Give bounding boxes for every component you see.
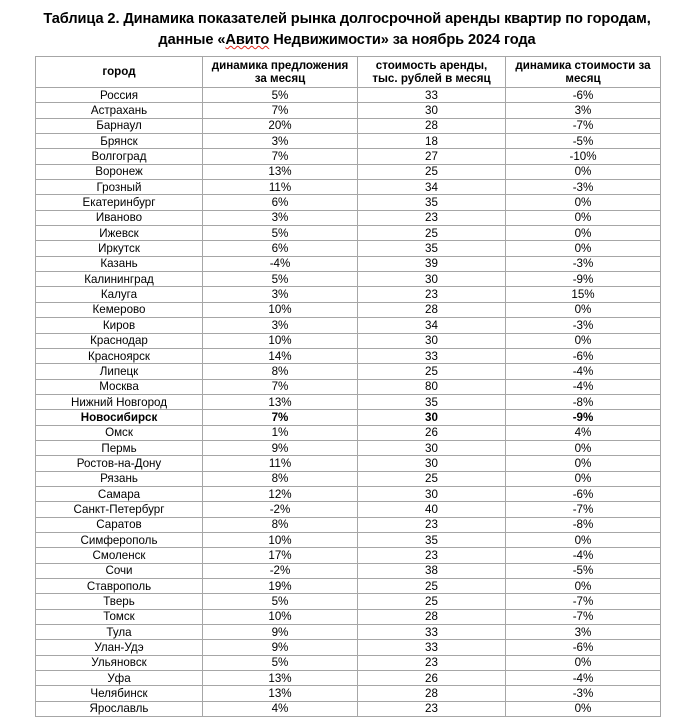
cell-city: Смоленск [36, 548, 203, 563]
table-row [36, 287, 661, 302]
cell-city: Грозный [36, 180, 203, 195]
cell-city: Краснодар [36, 333, 203, 348]
cell-city: Иваново [36, 210, 203, 225]
cell-supply: 6% [203, 195, 358, 210]
cell-supply: 7% [203, 103, 358, 118]
cell-price: 28 [358, 118, 506, 133]
cell-dynamics: -6% [506, 348, 661, 363]
cell-city: Волгоград [36, 149, 203, 164]
cell-dynamics: 0% [506, 333, 661, 348]
cell-supply: 10% [203, 532, 358, 547]
cell-city: Сочи [36, 563, 203, 578]
cell-price: 18 [358, 134, 506, 149]
cell-dynamics: -8% [506, 394, 661, 409]
cell-dynamics: -7% [506, 609, 661, 624]
table-row [36, 134, 661, 149]
cell-dynamics: -4% [506, 671, 661, 686]
cell-price: 35 [358, 532, 506, 547]
table-row [36, 532, 661, 547]
cell-supply: 9% [203, 440, 358, 455]
cell-dynamics: 15% [506, 287, 661, 302]
cell-city: Воронеж [36, 164, 203, 179]
cell-supply: 13% [203, 164, 358, 179]
cell-city: Новосибирск [36, 410, 203, 425]
cell-supply: 20% [203, 118, 358, 133]
cell-price: 39 [358, 256, 506, 271]
table-row [36, 88, 661, 103]
cell-dynamics: -3% [506, 256, 661, 271]
cell-supply: 9% [203, 640, 358, 655]
cell-supply: 8% [203, 517, 358, 532]
table-row [36, 118, 661, 133]
cell-supply: -2% [203, 563, 358, 578]
column-header-dynamics: динамика стоимости за месяц [506, 57, 661, 88]
table-container [35, 56, 660, 717]
table-row [36, 318, 661, 333]
cell-city: Рязань [36, 471, 203, 486]
cell-dynamics: 0% [506, 471, 661, 486]
cell-price: 35 [358, 195, 506, 210]
cell-dynamics: -4% [506, 379, 661, 394]
table-row [36, 548, 661, 563]
column-header-price: стоимость аренды, тыс. рублей в месяц [358, 57, 506, 88]
cell-dynamics: 0% [506, 302, 661, 317]
table-row [36, 563, 661, 578]
table-row [36, 640, 661, 655]
table-row [36, 272, 661, 287]
cell-price: 26 [358, 671, 506, 686]
cell-city: Липецк [36, 364, 203, 379]
cell-city: Москва [36, 379, 203, 394]
cell-supply: 5% [203, 226, 358, 241]
table-row [36, 579, 661, 594]
table-row [36, 149, 661, 164]
table-row [36, 302, 661, 317]
cell-price: 30 [358, 410, 506, 425]
cell-city: Иркутск [36, 241, 203, 256]
cell-dynamics: -5% [506, 563, 661, 578]
cell-dynamics: 3% [506, 625, 661, 640]
table-row [36, 226, 661, 241]
cell-price: 30 [358, 486, 506, 501]
cell-supply: 10% [203, 609, 358, 624]
cell-price: 35 [358, 394, 506, 409]
cell-price: 23 [358, 655, 506, 670]
cell-dynamics: -7% [506, 502, 661, 517]
cell-supply: 13% [203, 671, 358, 686]
cell-dynamics: 4% [506, 425, 661, 440]
cell-city: Ульяновск [36, 655, 203, 670]
cell-price: 80 [358, 379, 506, 394]
table-row [36, 517, 661, 532]
table-row [36, 210, 661, 225]
cell-supply: 7% [203, 410, 358, 425]
cell-dynamics: -10% [506, 149, 661, 164]
cell-price: 40 [358, 502, 506, 517]
cell-supply: 8% [203, 364, 358, 379]
cell-price: 38 [358, 563, 506, 578]
table-row [36, 394, 661, 409]
cell-city: Барнаул [36, 118, 203, 133]
title-text-after: Недвижимости» за ноябрь 2024 года [269, 32, 536, 48]
cell-dynamics: -7% [506, 118, 661, 133]
cell-price: 28 [358, 302, 506, 317]
cell-supply: -4% [203, 256, 358, 271]
table-row [36, 440, 661, 455]
cell-supply: 3% [203, 318, 358, 333]
table-row [36, 456, 661, 471]
cell-city: Красноярск [36, 348, 203, 363]
cell-dynamics: -9% [506, 410, 661, 425]
cell-price: 25 [358, 364, 506, 379]
table-row [36, 379, 661, 394]
table-row [36, 655, 661, 670]
cell-city: Кемерово [36, 302, 203, 317]
cell-price: 23 [358, 210, 506, 225]
cell-supply: 4% [203, 701, 358, 716]
cell-dynamics: -6% [506, 88, 661, 103]
cell-city: Тверь [36, 594, 203, 609]
cell-dynamics: 0% [506, 579, 661, 594]
table-row [36, 625, 661, 640]
table-row [36, 609, 661, 624]
cell-supply: 10% [203, 333, 358, 348]
cell-supply: 10% [203, 302, 358, 317]
cell-city: Челябинск [36, 686, 203, 701]
cell-city: Калуга [36, 287, 203, 302]
cell-city: Пермь [36, 440, 203, 455]
column-header-city: город [36, 57, 203, 88]
cell-city: Киров [36, 318, 203, 333]
cell-price: 23 [358, 517, 506, 532]
cell-city: Симферополь [36, 532, 203, 547]
cell-supply: 14% [203, 348, 358, 363]
table-row [36, 348, 661, 363]
cell-dynamics: -4% [506, 548, 661, 563]
cell-price: 23 [358, 287, 506, 302]
cell-price: 25 [358, 164, 506, 179]
table-header-row [36, 57, 661, 88]
cell-price: 28 [358, 686, 506, 701]
cell-city: Томск [36, 609, 203, 624]
cell-dynamics: -3% [506, 180, 661, 195]
table-row [36, 180, 661, 195]
table-row [36, 333, 661, 348]
cell-city: Саратов [36, 517, 203, 532]
cell-supply: 13% [203, 686, 358, 701]
cell-price: 33 [358, 348, 506, 363]
cell-price: 30 [358, 272, 506, 287]
cell-city: Астрахань [36, 103, 203, 118]
table-row [36, 671, 661, 686]
cell-dynamics: 0% [506, 701, 661, 716]
table-row [36, 594, 661, 609]
cell-price: 26 [358, 425, 506, 440]
cell-price: 30 [358, 333, 506, 348]
cell-dynamics: -5% [506, 134, 661, 149]
cell-price: 25 [358, 594, 506, 609]
cell-supply: 17% [203, 548, 358, 563]
cell-price: 25 [358, 471, 506, 486]
cell-price: 33 [358, 88, 506, 103]
table-row [36, 256, 661, 271]
cell-supply: 3% [203, 134, 358, 149]
page-title [37, 0, 657, 51]
cell-supply: 5% [203, 655, 358, 670]
cell-dynamics: 0% [506, 440, 661, 455]
cell-price: 23 [358, 701, 506, 716]
cell-price: 27 [358, 149, 506, 164]
cell-price: 25 [358, 579, 506, 594]
cell-dynamics: -3% [506, 318, 661, 333]
cell-dynamics: -8% [506, 517, 661, 532]
cell-city: Ставрополь [36, 579, 203, 594]
cell-price: 23 [358, 548, 506, 563]
cell-city: Калининград [36, 272, 203, 287]
cell-supply: 5% [203, 594, 358, 609]
cell-dynamics: 0% [506, 655, 661, 670]
cell-supply: 9% [203, 625, 358, 640]
cell-supply: 11% [203, 180, 358, 195]
rental-market-table [35, 56, 661, 717]
cell-price: 33 [358, 625, 506, 640]
cell-city: Тула [36, 625, 203, 640]
cell-supply: 5% [203, 272, 358, 287]
cell-price: 28 [358, 609, 506, 624]
table-row [36, 410, 661, 425]
cell-city: Нижний Новгород [36, 394, 203, 409]
table-row [36, 686, 661, 701]
cell-city: Казань [36, 256, 203, 271]
spellcheck-word: Авито [225, 32, 270, 48]
cell-price: 35 [358, 241, 506, 256]
cell-supply: 8% [203, 471, 358, 486]
cell-supply: 3% [203, 287, 358, 302]
cell-city: Брянск [36, 134, 203, 149]
cell-city: Уфа [36, 671, 203, 686]
table-row [36, 195, 661, 210]
table-row [36, 471, 661, 486]
cell-city: Самара [36, 486, 203, 501]
cell-dynamics: 3% [506, 103, 661, 118]
cell-city: Санкт-Петербург [36, 502, 203, 517]
cell-dynamics: -7% [506, 594, 661, 609]
table-header [36, 57, 661, 88]
cell-supply: 19% [203, 579, 358, 594]
table-row [36, 164, 661, 179]
cell-supply: 3% [203, 210, 358, 225]
table-row [36, 425, 661, 440]
cell-dynamics: -6% [506, 486, 661, 501]
table-row [36, 701, 661, 716]
cell-price: 30 [358, 456, 506, 471]
cell-dynamics: 0% [506, 241, 661, 256]
cell-supply: 13% [203, 394, 358, 409]
table-row [36, 241, 661, 256]
cell-price: 33 [358, 640, 506, 655]
cell-city: Ростов-на-Дону [36, 456, 203, 471]
cell-city: Россия [36, 88, 203, 103]
cell-dynamics: 0% [506, 456, 661, 471]
table-row [36, 364, 661, 379]
cell-dynamics: 0% [506, 164, 661, 179]
cell-price: 30 [358, 103, 506, 118]
cell-supply: 12% [203, 486, 358, 501]
cell-supply: 7% [203, 379, 358, 394]
cell-supply: 7% [203, 149, 358, 164]
cell-city: Ижевск [36, 226, 203, 241]
column-header-supply: динамика предложения за месяц [203, 57, 358, 88]
table-row [36, 486, 661, 501]
cell-price: 30 [358, 440, 506, 455]
cell-supply: 11% [203, 456, 358, 471]
cell-price: 34 [358, 180, 506, 195]
cell-dynamics: -9% [506, 272, 661, 287]
table-row [36, 103, 661, 118]
cell-city: Ярославль [36, 701, 203, 716]
cell-supply: 1% [203, 425, 358, 440]
table-row [36, 502, 661, 517]
cell-dynamics: -6% [506, 640, 661, 655]
cell-price: 25 [358, 226, 506, 241]
cell-supply: 6% [203, 241, 358, 256]
title-text-before: Таблица 2. Динамика показателей рынка долгосрочной аренды квартир по городам, данные « [43, 11, 651, 48]
cell-price: 34 [358, 318, 506, 333]
cell-city: Улан-Удэ [36, 640, 203, 655]
cell-supply: -2% [203, 502, 358, 517]
cell-city: Екатеринбург [36, 195, 203, 210]
cell-dynamics: 0% [506, 210, 661, 225]
cell-city: Омск [36, 425, 203, 440]
cell-supply: 5% [203, 88, 358, 103]
cell-dynamics: 0% [506, 532, 661, 547]
cell-dynamics: -4% [506, 364, 661, 379]
cell-dynamics: 0% [506, 226, 661, 241]
cell-dynamics: -3% [506, 686, 661, 701]
table-body [36, 88, 661, 717]
cell-dynamics: 0% [506, 195, 661, 210]
